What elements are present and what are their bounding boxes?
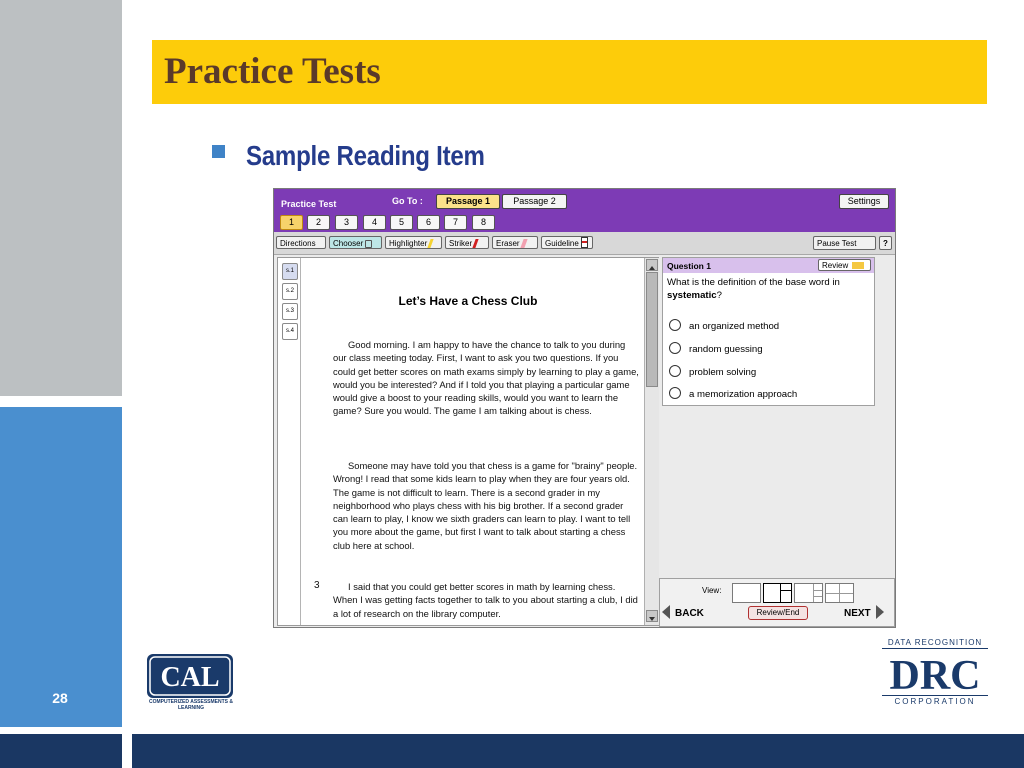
paragraph-3-text: I said that you could get better scores in math by learning chess. When I was getting facts together to talk to you about starting a club, I did a lot of research on the library computer.: [333, 581, 638, 619]
answer-option-2[interactable]: [669, 342, 763, 355]
settings-button[interactable]: Settings: [839, 194, 889, 209]
tab-divider: [300, 258, 301, 625]
paragraph-1-text: Good morning. I am happy to have the chance to talk to you during our class meeting today. First, I want to ask you two questions. If you could get better scores on math exams simply by learning to play a game, would you be interested? And if I told you that playing a particular game would give a boost to your reading skills, would you want to learn the game? Sure you would. The game I am talking about is chess.: [333, 339, 639, 417]
slide-title: Practice Tests: [164, 51, 381, 92]
question-label: Question 1: [667, 261, 711, 271]
answer-option-3-label: problem solving: [689, 367, 757, 378]
answer-option-1-label: an organized method: [689, 321, 780, 332]
section-tab-2[interactable]: s.2: [282, 283, 298, 300]
guideline-icon: [581, 237, 588, 248]
page-number: 28: [52, 690, 68, 706]
radio-icon[interactable]: [669, 387, 681, 399]
passage-paragraph-2: [333, 459, 639, 552]
drc-logo-text: DRC: [889, 653, 981, 695]
question-7-button[interactable]: 7: [444, 215, 467, 230]
view-single-icon[interactable]: [732, 583, 761, 603]
eraser-icon: [520, 239, 527, 248]
answer-option-1[interactable]: [669, 319, 779, 332]
help-button[interactable]: [879, 236, 892, 250]
eraser-button[interactable]: [492, 236, 538, 249]
pointer-icon: [365, 240, 372, 248]
back-button[interactable]: [662, 605, 704, 619]
test-app-window: [273, 188, 896, 628]
flag-icon: [852, 262, 864, 269]
view-columns-icon[interactable]: [794, 583, 823, 603]
answer-option-2-label: random guessing: [689, 344, 763, 355]
review-label: Review: [822, 261, 849, 270]
striker-button[interactable]: [445, 236, 489, 249]
passage-2-button[interactable]: Passage 2: [502, 194, 567, 209]
view-label: View:: [702, 586, 722, 595]
question-8-button[interactable]: 8: [472, 215, 495, 230]
answer-option-4-label: a memorization approach: [689, 389, 798, 400]
help-label: ?: [883, 239, 888, 248]
question-2-button[interactable]: 2: [307, 215, 330, 230]
question-header: [663, 258, 874, 273]
highlighter-button[interactable]: [385, 236, 442, 249]
tool-bar: [274, 232, 895, 255]
question-keyword: systematic: [667, 290, 717, 301]
answer-option-4[interactable]: [669, 387, 797, 400]
bullet-text: Sample Reading Item: [246, 140, 485, 171]
review-button[interactable]: [818, 259, 871, 271]
passage-1-button[interactable]: Passage 1: [436, 194, 500, 209]
pause-test-button[interactable]: [813, 236, 876, 250]
drc-logo: [880, 651, 990, 695]
bottom-navy-bar: [0, 734, 1024, 768]
navigation-panel: [659, 578, 895, 627]
section-tab-4[interactable]: s.4: [282, 323, 298, 340]
next-arrow-icon: [876, 605, 884, 619]
passage-title: Let’s Have a Chess Club: [398, 294, 538, 308]
passage-paragraph-1: [333, 338, 639, 418]
radio-icon[interactable]: [669, 342, 681, 354]
question-text-after: ?: [716, 290, 722, 301]
question-text: [667, 276, 872, 302]
question-text-before: What is the definition of the base word in: [667, 277, 840, 288]
question-panel: [662, 257, 875, 406]
cal-logo-text: CAL: [160, 662, 220, 693]
highlighter-icon: [428, 239, 434, 248]
back-label: BACK: [675, 608, 704, 619]
bullet-square-icon: [212, 145, 225, 158]
section-tab-1[interactable]: s.1: [282, 263, 298, 280]
next-label: NEXT: [844, 608, 871, 619]
guideline-button[interactable]: [541, 236, 593, 249]
review-end-button[interactable]: Review/End: [748, 606, 808, 620]
practice-test-label: Practice Test: [281, 199, 337, 209]
radio-icon[interactable]: [669, 319, 681, 331]
next-button[interactable]: [844, 605, 884, 619]
left-blue-strip: [0, 407, 122, 727]
passage-panel: [277, 257, 659, 626]
scroll-up-arrow-icon[interactable]: [646, 259, 658, 271]
paragraph-2-text: Someone may have told you that chess is a game for "brainy" people. Wrong! I read that some kids learn to play when they are four years old. The game is not difficult to learn. There is a second grader in my neighborhood who plays chess with his big brother. If a second grader can learn to play, I know we sixth graders can learn to play. I want to tell you more about the game, but first I want to talk about starting a chess club here at school.: [333, 460, 638, 551]
passage-scrollbar[interactable]: [644, 258, 659, 625]
view-grid-icon[interactable]: [825, 583, 854, 603]
paragraph-number: 3: [314, 580, 320, 591]
highlighter-label: Highlighter: [389, 239, 428, 248]
question-3-button[interactable]: 3: [335, 215, 358, 230]
striker-icon: [472, 239, 478, 248]
drc-top-text: DATA RECOGNITION: [882, 638, 988, 649]
directions-label: Directions: [280, 239, 316, 248]
scroll-thumb[interactable]: [646, 272, 658, 387]
drc-bottom-text: CORPORATION: [882, 695, 988, 706]
test-body: [274, 255, 895, 627]
eraser-label: Eraser: [496, 239, 520, 248]
cal-logo: [146, 653, 234, 699]
passage-paragraph-3: [333, 580, 639, 620]
section-tab-3[interactable]: s.3: [282, 303, 298, 320]
chooser-label: Chooser: [333, 239, 364, 248]
view-split-icon[interactable]: [763, 583, 792, 603]
cal-caption: COMPUTERIZED ASSESSMENTS & LEARNING: [149, 699, 233, 711]
question-6-button[interactable]: 6: [417, 215, 440, 230]
question-5-button[interactable]: 5: [390, 215, 413, 230]
app-header: [274, 189, 895, 232]
scroll-down-arrow-icon[interactable]: [646, 610, 658, 622]
chooser-button[interactable]: [329, 236, 382, 249]
radio-icon[interactable]: [669, 365, 681, 377]
back-arrow-icon: [662, 605, 670, 619]
left-gray-strip: [0, 0, 122, 396]
question-4-button[interactable]: 4: [363, 215, 386, 230]
answer-option-3[interactable]: [669, 365, 756, 378]
striker-label: Striker: [449, 239, 473, 248]
pause-test-label: Pause Test: [817, 239, 857, 248]
guideline-label: Guideline: [545, 239, 579, 248]
bottom-bar-gap: [122, 734, 132, 768]
question-1-button[interactable]: 1: [280, 215, 303, 230]
directions-button[interactable]: [276, 236, 326, 249]
section-tabs: [280, 260, 298, 623]
goto-label: Go To :: [392, 196, 423, 206]
